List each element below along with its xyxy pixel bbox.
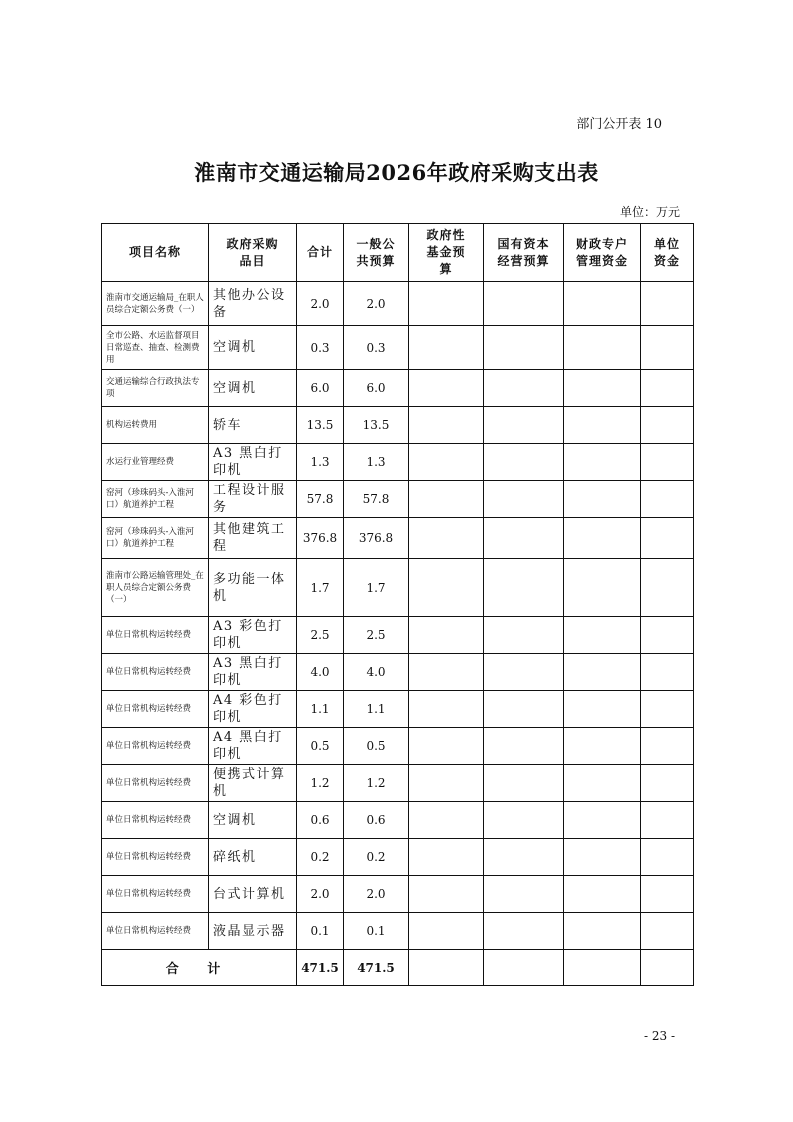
unit-funds-cell (641, 654, 694, 691)
special-account-cell (564, 913, 641, 950)
table-row (102, 407, 694, 444)
col-header-unit-funds: 单位资金 (641, 224, 694, 282)
category-cell: 台式计算机 (209, 876, 297, 913)
table-row (102, 913, 694, 950)
table-row (102, 802, 694, 839)
state-capital-cell (484, 839, 564, 876)
special-account-cell (564, 559, 641, 617)
general-budget-cell: 1.3 (344, 444, 409, 481)
unit-funds-cell (641, 444, 694, 481)
fund-budget-cell (409, 839, 484, 876)
item-name-cell: 窑河（珍珠码头-入淮河口）航道养护工程 (102, 481, 209, 518)
total-cell: 1.1 (297, 691, 344, 728)
table-row (102, 444, 694, 481)
col-header-general-budget: 一般公共预算 (344, 224, 409, 282)
item-name-cell: 单位日常机构运转经费 (102, 913, 209, 950)
col-header-fund-budget: 政府性基金预算 (409, 224, 484, 282)
total-cell: 0.6 (297, 802, 344, 839)
general-budget-cell: 376.8 (344, 518, 409, 559)
total-label: 合 计 (102, 950, 297, 986)
procurement-table (101, 223, 694, 986)
category-cell: A4 彩色打印机 (209, 691, 297, 728)
item-name-cell: 单位日常机构运转经费 (102, 802, 209, 839)
general-budget-cell: 0.6 (344, 802, 409, 839)
col-header-total: 合计 (297, 224, 344, 282)
general-budget-cell: 2.0 (344, 282, 409, 326)
special-account-cell (564, 876, 641, 913)
state-capital-cell (484, 617, 564, 654)
item-name-cell: 窑河（珍珠码头-入淮河口）航道养护工程 (102, 518, 209, 559)
general-budget-cell: 57.8 (344, 481, 409, 518)
table-row (102, 765, 694, 802)
general-budget-cell: 2.5 (344, 617, 409, 654)
special-account-cell (564, 765, 641, 802)
fund-budget-cell (409, 913, 484, 950)
special-account-cell (564, 282, 641, 326)
special-account-cell (564, 481, 641, 518)
special-account-cell (564, 617, 641, 654)
table-row (102, 326, 694, 370)
table-row (102, 691, 694, 728)
item-name-cell: 单位日常机构运转经费 (102, 654, 209, 691)
fund-budget-cell (409, 691, 484, 728)
unit-funds-cell (641, 913, 694, 950)
unit-funds-cell (641, 407, 694, 444)
special-account-cell (564, 728, 641, 765)
page-number: - 23 - (643, 1029, 675, 1043)
state-capital-cell (484, 691, 564, 728)
fund-budget-cell (409, 802, 484, 839)
general-budget-cell: 0.3 (344, 326, 409, 370)
general-budget-cell: 4.0 (344, 654, 409, 691)
general-budget-cell: 1.1 (344, 691, 409, 728)
unit-funds-cell (641, 728, 694, 765)
category-cell: 其他建筑工程 (209, 518, 297, 559)
total-cell: 4.0 (297, 654, 344, 691)
total-cell: 0.1 (297, 913, 344, 950)
table-row (102, 654, 694, 691)
state-capital-cell (484, 654, 564, 691)
state-capital-cell (484, 481, 564, 518)
fund-budget-cell (409, 518, 484, 559)
table-row (102, 559, 694, 617)
total-cell: 6.0 (297, 370, 344, 407)
general-budget-cell: 2.0 (344, 876, 409, 913)
fund-budget-cell (409, 728, 484, 765)
total-cell: 2.5 (297, 617, 344, 654)
total-special-account-cell (564, 950, 641, 986)
item-name-cell: 全市公路、水运监督项目日常巡查、抽查、检测费用 (102, 326, 209, 370)
unit-funds-cell (641, 370, 694, 407)
special-account-cell (564, 839, 641, 876)
unit-funds-cell (641, 617, 694, 654)
total-cell: 0.5 (297, 728, 344, 765)
state-capital-cell (484, 876, 564, 913)
table-row (102, 282, 694, 326)
state-capital-cell (484, 802, 564, 839)
category-cell: 其他办公设备 (209, 282, 297, 326)
general-budget-cell: 0.2 (344, 839, 409, 876)
unit-funds-cell (641, 559, 694, 617)
document-code: 部门公开表 10 (576, 117, 662, 132)
total-cell: 1.7 (297, 559, 344, 617)
total-cell: 2.0 (297, 876, 344, 913)
total-cell: 1.2 (297, 765, 344, 802)
fund-budget-cell (409, 326, 484, 370)
table-row (102, 370, 694, 407)
state-capital-cell (484, 282, 564, 326)
special-account-cell (564, 802, 641, 839)
unit-funds-cell (641, 765, 694, 802)
unit-funds-cell (641, 839, 694, 876)
total-cell: 57.8 (297, 481, 344, 518)
unit-funds-cell (641, 282, 694, 326)
unit-funds-cell (641, 326, 694, 370)
col-header-state-capital-budget: 国有资本经营预算 (484, 224, 564, 282)
fund-budget-cell (409, 407, 484, 444)
special-account-cell (564, 370, 641, 407)
category-cell: 液晶显示器 (209, 913, 297, 950)
special-account-cell (564, 691, 641, 728)
category-cell: 便携式计算机 (209, 765, 297, 802)
total-cell: 1.3 (297, 444, 344, 481)
special-account-cell (564, 518, 641, 559)
item-name-cell: 单位日常机构运转经费 (102, 728, 209, 765)
category-cell: A3 彩色打印机 (209, 617, 297, 654)
fund-budget-cell (409, 559, 484, 617)
state-capital-cell (484, 913, 564, 950)
fund-budget-cell (409, 481, 484, 518)
item-name-cell: 单位日常机构运转经费 (102, 876, 209, 913)
general-budget-cell: 0.1 (344, 913, 409, 950)
item-name-cell: 单位日常机构运转经费 (102, 765, 209, 802)
special-account-cell (564, 407, 641, 444)
item-name-cell: 单位日常机构运转经费 (102, 839, 209, 876)
col-header-item-name: 项目名称 (102, 224, 209, 282)
category-cell: A3 黑白打印机 (209, 654, 297, 691)
fund-budget-cell (409, 370, 484, 407)
total-cell: 376.8 (297, 518, 344, 559)
fund-budget-cell (409, 654, 484, 691)
total-row (102, 950, 694, 986)
state-capital-cell (484, 559, 564, 617)
table-row (102, 481, 694, 518)
unit-funds-cell (641, 802, 694, 839)
category-cell: 空调机 (209, 326, 297, 370)
category-cell: 轿车 (209, 407, 297, 444)
fund-budget-cell (409, 617, 484, 654)
col-header-special-account-funds: 财政专户管理资金 (564, 224, 641, 282)
fund-budget-cell (409, 876, 484, 913)
state-capital-cell (484, 444, 564, 481)
state-capital-cell (484, 326, 564, 370)
special-account-cell (564, 326, 641, 370)
category-cell: 碎纸机 (209, 839, 297, 876)
unit-funds-cell (641, 518, 694, 559)
col-header-category: 政府采购品目 (209, 224, 297, 282)
total-cell: 0.2 (297, 839, 344, 876)
page-title: 淮南市交通运输局2026年政府采购支出表 (194, 160, 599, 185)
general-budget-cell: 0.5 (344, 728, 409, 765)
table-header-row (102, 224, 694, 282)
fund-budget-cell (409, 765, 484, 802)
category-cell: 空调机 (209, 370, 297, 407)
fund-budget-cell (409, 444, 484, 481)
table-row (102, 728, 694, 765)
general-budget-cell: 13.5 (344, 407, 409, 444)
item-name-cell: 机构运转费用 (102, 407, 209, 444)
category-cell: A4 黑白打印机 (209, 728, 297, 765)
total-unit-funds-cell (641, 950, 694, 986)
state-capital-cell (484, 728, 564, 765)
general-budget-cell: 6.0 (344, 370, 409, 407)
unit-funds-cell (641, 876, 694, 913)
item-name-cell: 单位日常机构运转经费 (102, 691, 209, 728)
fund-budget-cell (409, 282, 484, 326)
category-cell: 工程设计服务 (209, 481, 297, 518)
item-name-cell: 淮南市公路运输管理处_在职人员综合定额公务费（一） (102, 559, 209, 617)
total-state-capital-cell (484, 950, 564, 986)
total-cell: 13.5 (297, 407, 344, 444)
state-capital-cell (484, 407, 564, 444)
unit-funds-cell (641, 691, 694, 728)
item-name-cell: 淮南市交通运输局_在职人员综合定额公务费（一） (102, 282, 209, 326)
item-name-cell: 交通运输综合行政执法专项 (102, 370, 209, 407)
total-fund-budget-cell (409, 950, 484, 986)
general-budget-cell: 1.2 (344, 765, 409, 802)
total-total-cell: 471.5 (297, 950, 344, 986)
table-row (102, 839, 694, 876)
unit-label: 单位：万元 (619, 205, 680, 219)
special-account-cell (564, 444, 641, 481)
state-capital-cell (484, 370, 564, 407)
general-budget-cell: 1.7 (344, 559, 409, 617)
total-cell: 2.0 (297, 282, 344, 326)
category-cell: A3 黑白打印机 (209, 444, 297, 481)
table-row (102, 518, 694, 559)
total-cell: 0.3 (297, 326, 344, 370)
table-row (102, 876, 694, 913)
state-capital-cell (484, 765, 564, 802)
total-general-budget-cell: 471.5 (344, 950, 409, 986)
item-name-cell: 水运行业管理经费 (102, 444, 209, 481)
state-capital-cell (484, 518, 564, 559)
category-cell: 空调机 (209, 802, 297, 839)
item-name-cell: 单位日常机构运转经费 (102, 617, 209, 654)
table-row (102, 617, 694, 654)
category-cell: 多功能一体机 (209, 559, 297, 617)
special-account-cell (564, 654, 641, 691)
unit-funds-cell (641, 481, 694, 518)
